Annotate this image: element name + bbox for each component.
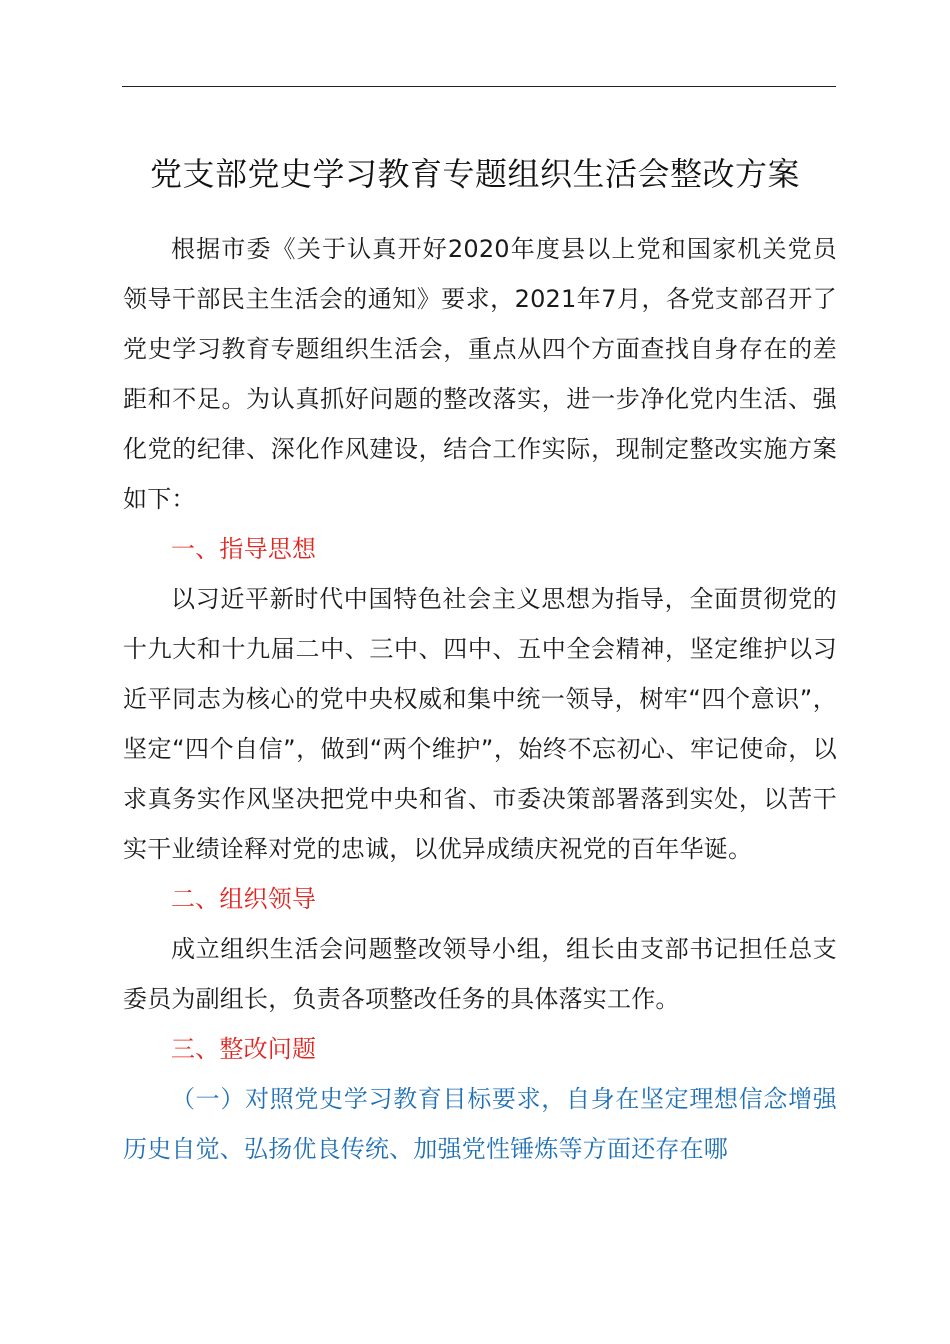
section-heading-organization-leadership: 二、组织领导 [171, 885, 317, 913]
section-organization-leadership-text: 成立组织生活会问题整改领导小组，组长由支部书记担任总支委员为副组长，负责各项整改任务的具体落实工作。 [123, 935, 837, 1013]
header-rule [122, 86, 836, 87]
subsection-heading-1: （一）对照党史学习教育目标要求，自身在坚定理想信念增强历史自觉、弘扬优良传统、加强党性锤炼等方面还存在哪 [123, 1085, 837, 1163]
document-body [123, 224, 837, 1174]
section-heading-rectification-issues: 三、整改问题 [171, 1035, 317, 1063]
section-heading-guiding-ideology: 一、指导思想 [171, 535, 317, 563]
section-guiding-ideology-text: 以习近平新时代中国特色社会主义思想为指导，全面贯彻党的十九大和十九届二中、三中、四中、五中全会精神，坚定维护以习近平同志为核心的党中央权威和集中统一领导，树牢“四个意识”，坚定“四个自信”，做到“两个维护”，始终不忘初心、牢记使命，以求真务实作风坚决把党中央和省、市委决策部署落到实处，以苦干实干业绩诠释对党的忠诚，以优异成绩庆祝党的百年华诞。 [123, 585, 837, 863]
document-title: 党支部党史学习教育专题组织生活会整改方案 [149, 155, 800, 193]
intro-paragraph: 根据市委《关于认真开好2020年度县以上党和国家机关党员领导干部民主生活会的通知》要求，2021年7月，各党支部召开了党史学习教育专题组织生活会，重点从四个方面查找自身存在的差距和不足。为认真抓好问题的整改落实，进一步净化党内生活、强化党的纪律、深化作风建设，结合工作实际，现制定整改实施方案如下： [123, 235, 837, 513]
